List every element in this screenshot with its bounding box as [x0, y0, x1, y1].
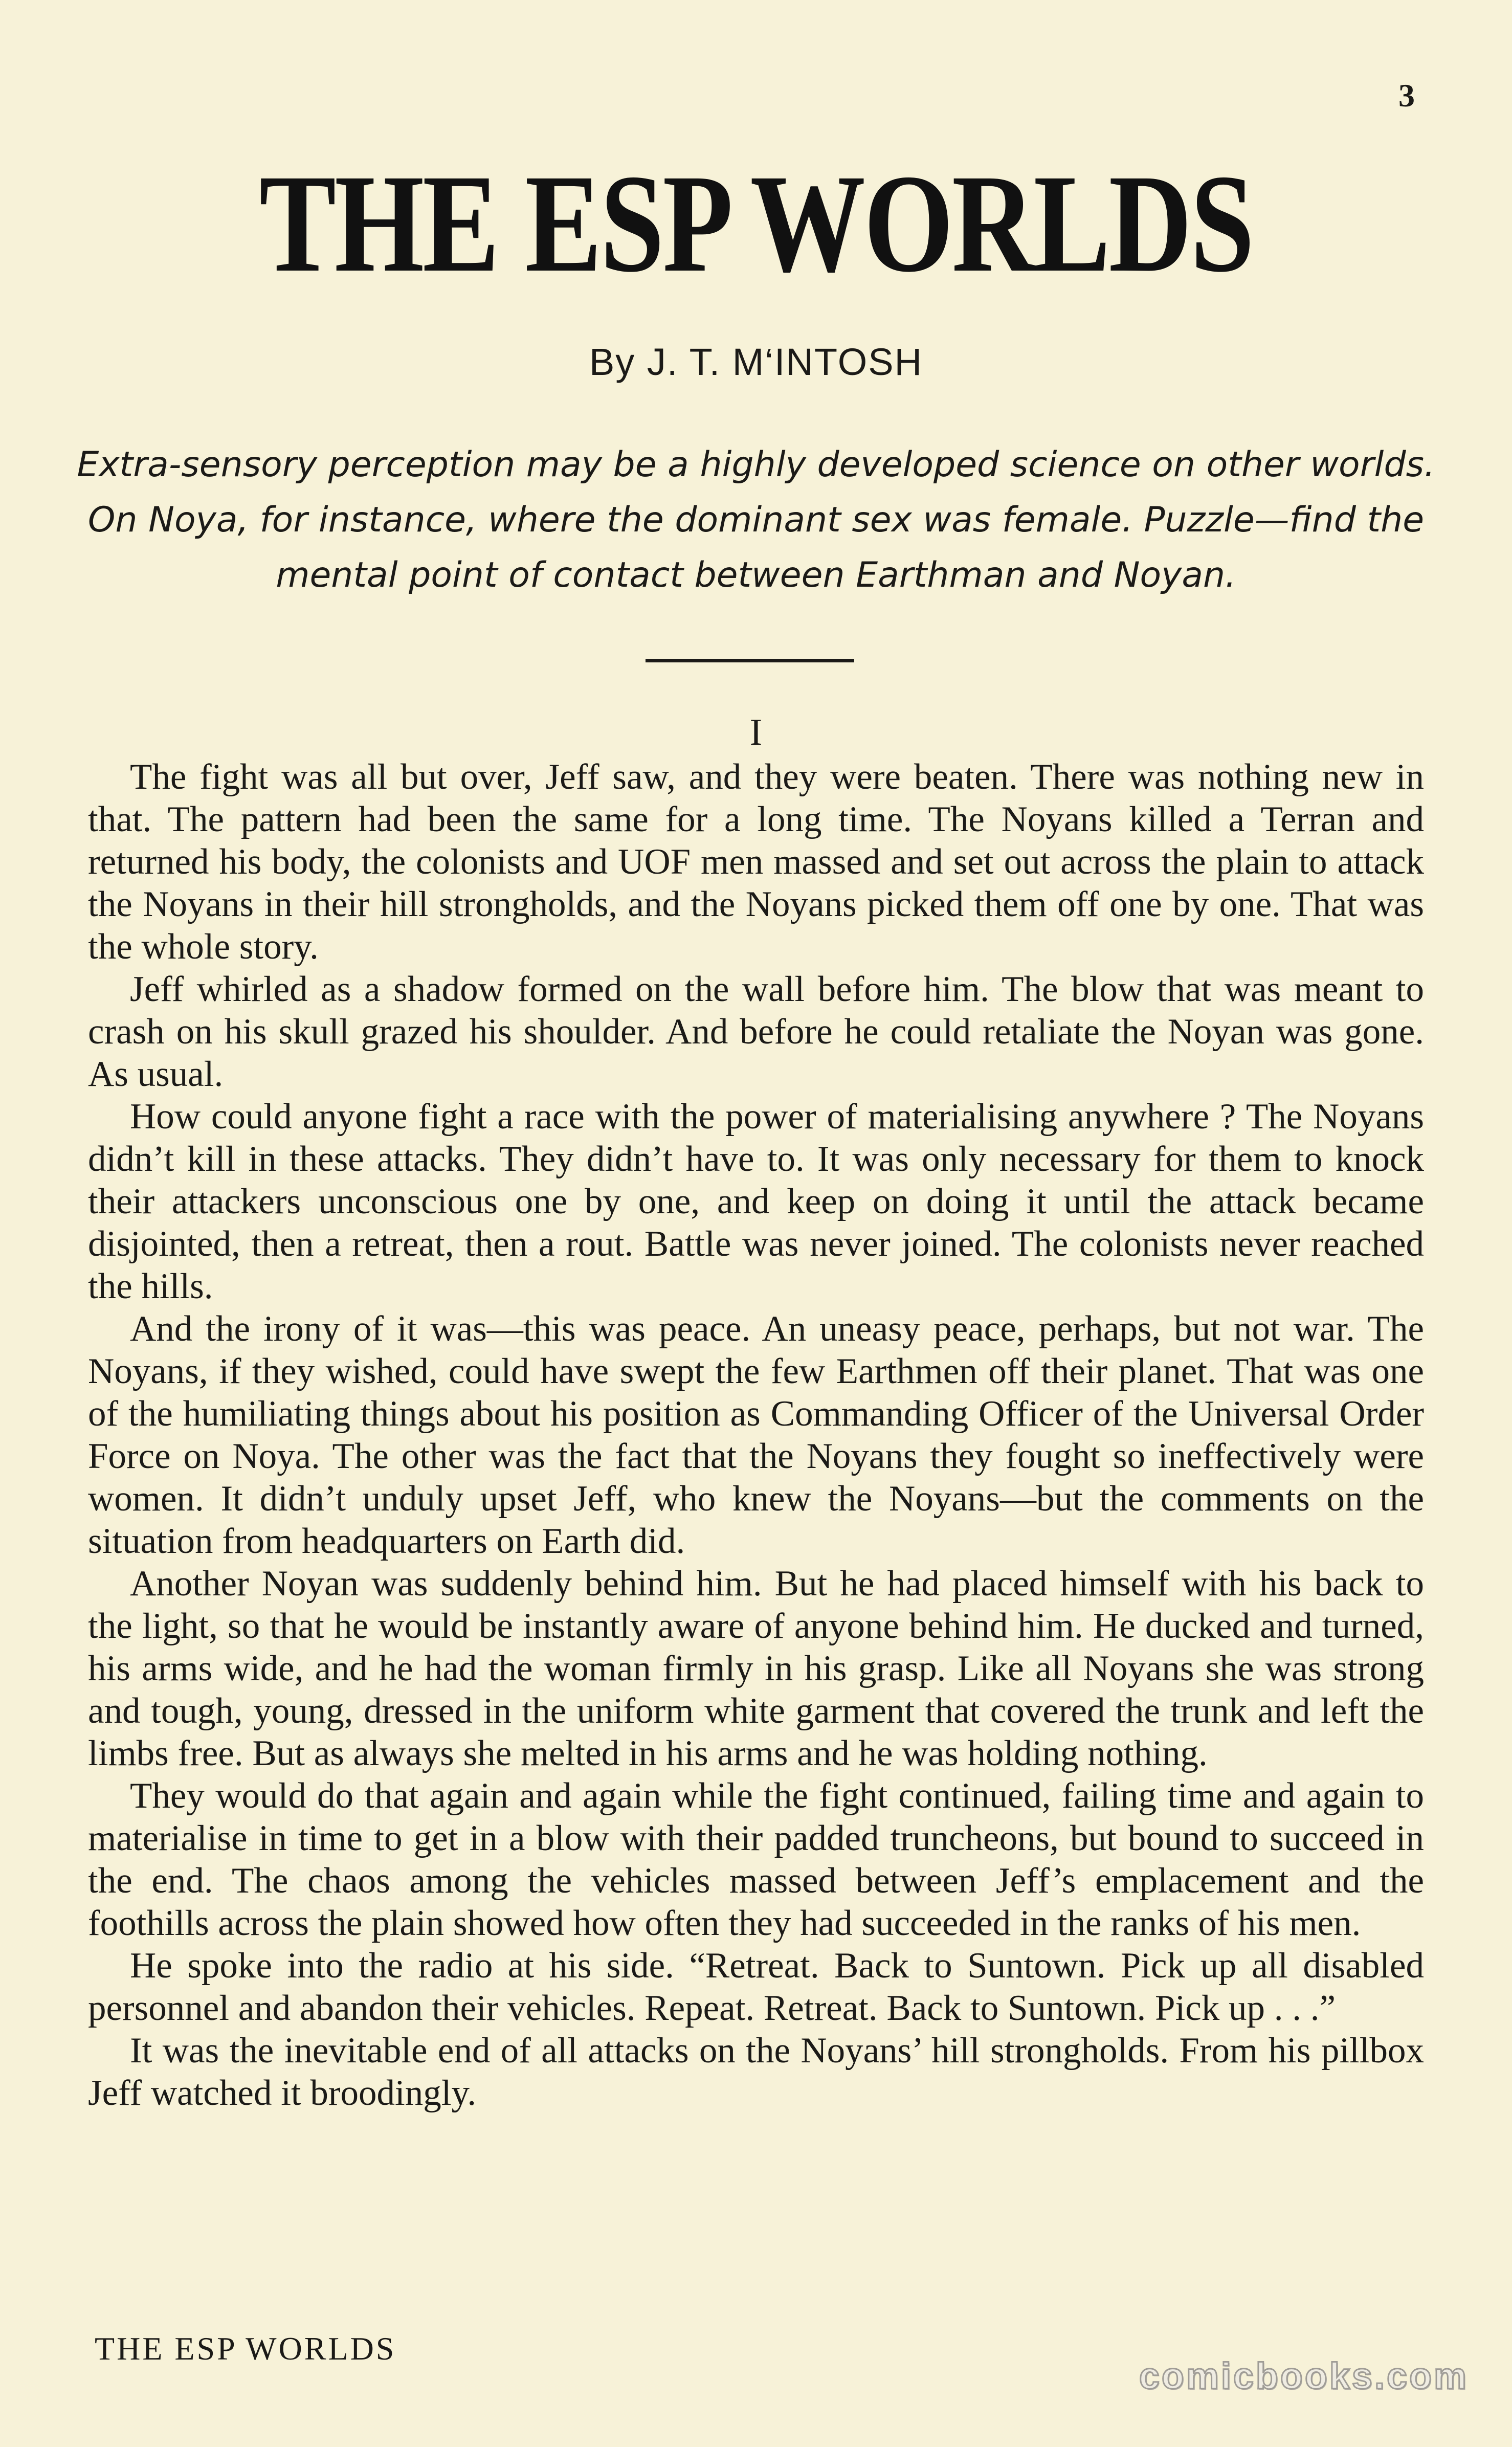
story-intro-blurb: Extra-sensory perception may be a highly developed science on other worlds. On Noya, for instance, where the dominant sex was female. Puzzle—find the mental point of contact between Earthman and Noyan.: [77, 444, 1435, 595]
page-number: 3: [1398, 77, 1415, 114]
body-paragraph: He spoke into the radio at his side. “Retreat. Back to Suntown. Pick up all disabled personnel and abandon their vehicles. Repeat. Retreat. Back to Suntown. Pick up . . .”: [88, 1946, 1424, 2028]
chapter-number: I: [749, 711, 763, 753]
body-paragraph: It was the inevitable end of all attacks on the Noyans’ hill strongholds. From his pillbox Jeff watched it broodingly.: [88, 2031, 1424, 2113]
section-divider: [646, 659, 854, 662]
running-footer-title: THE ESP WORLDS: [95, 2330, 396, 2367]
body-paragraph: How could anyone fight a race with the power of materialising anywhere ? The Noyans didn’t kill in these attacks. They didn’t have to. It was only necessary for them to knock their attackers unconscious one by one, and keep on doing it until the attack became disjointed, then a retreat, then a rout. Battle was never joined. The colonists never reached the hills.: [88, 1097, 1424, 1306]
body-paragraph: Another Noyan was suddenly behind him. But he had placed himself with his back to the light, so that he would be instantly aware of anyone behind him. He ducked and turned, his arms wide, and he had the woman firmly in his grasp. Like all Noyans she was strong and tough, young, dressed in the uniform white garment that covered the trunk and left the limbs free. But as always she melted in his arms and he was holding nothing.: [88, 1564, 1424, 1773]
body-paragraph: Jeff whirled as a shadow formed on the wall before him. The blow that was meant to crash on his skull grazed his shoulder. And before he could retaliate the Noyan was gone. As usual.: [88, 969, 1424, 1094]
body-paragraph: They would do that again and again while the fight continued, failing time and again to materialise in time to get in a blow with their padded truncheons, but bound to succeed in the end. The chaos among the vehicles massed between Jeff’s emplacement and the foothills across the plain showed how often they had succeeded in the ranks of his men.: [88, 1776, 1424, 1943]
story-title: THE ESP WORLDS: [259, 146, 1253, 301]
body-paragraph: And the irony of it was—this was peace. An uneasy peace, perhaps, but not war. The Noyans, if they wished, could have swept the few Earthmen off their planet. That was one of the humiliating things about his position as Commanding Officer of the Universal Order Force on Noya. The other was the fact that the Noyans they fought so ineffectively were women. It didn’t unduly upset Jeff, who knew the Noyans—but the comments on the situation from headquarters on Earth did.: [88, 1309, 1424, 1561]
body-paragraph: The fight was all but over, Jeff saw, and they were beaten. There was nothing new in that. The pattern had been the same for a long time. The Noyans killed a Terran and returned his body, the colonists and UOF men massed and set out across the plain to attack the Noyans in their hill strongholds, and the Noyans picked them off one by one. That was the whole story.: [88, 757, 1424, 967]
story-body: [88, 756, 1424, 2115]
watermark: comicbooks.com: [1139, 2356, 1469, 2397]
author-byline: By J. T. M‘INTOSH: [589, 341, 923, 383]
